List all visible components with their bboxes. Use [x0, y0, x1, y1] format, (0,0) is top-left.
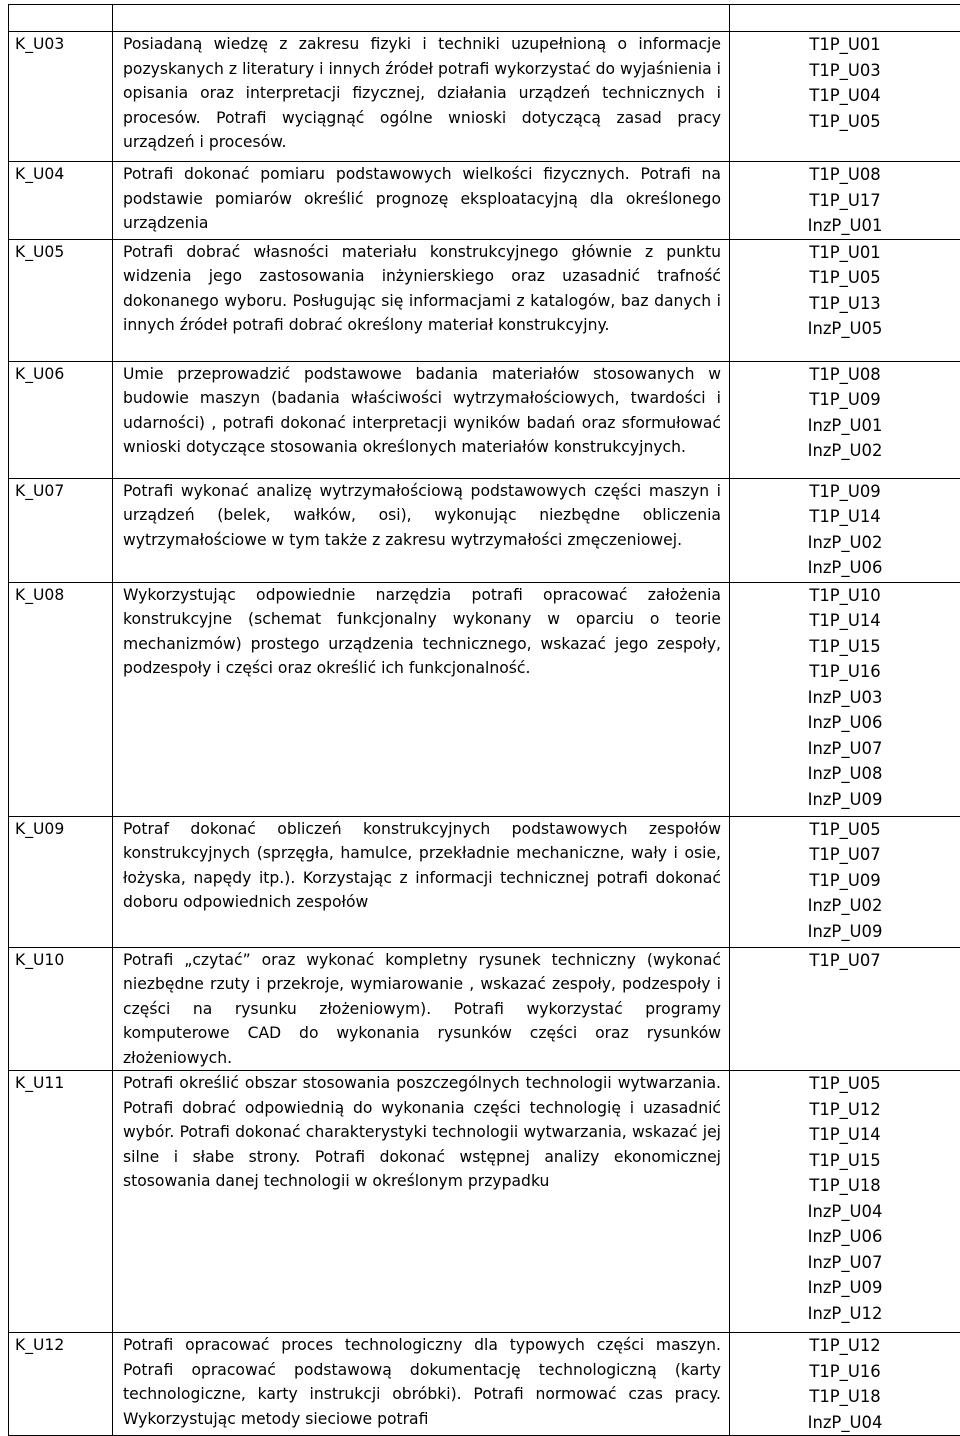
- reference-code: InzP_U09: [730, 787, 960, 813]
- outcome-code: K_U03: [9, 32, 113, 162]
- reference-code: InzP_U12: [730, 1301, 960, 1327]
- reference-code: InzP_U05: [730, 316, 960, 342]
- outcome-description: Potraf dokonać obliczeń konstrukcyjnych podstawowych zespołów konstrukcyjnych (sprzęgła, hamulce, przekładnie mechaniczne, wały i osie, łożyska, napędy itp.). Korzystając z informacji technicznej potrafi dokonać doboru odpowiednich zespołów: [113, 816, 730, 947]
- outcome-references: [730, 947, 960, 1071]
- table-row: [9, 239, 960, 361]
- reference-code: T1P_U04: [730, 83, 960, 109]
- reference-code: T1P_U09: [730, 479, 960, 505]
- reference-code: T1P_U15: [730, 1148, 960, 1174]
- reference-code: T1P_U13: [730, 291, 960, 317]
- outcome-code: K_U04: [9, 162, 113, 240]
- reference-code: T1P_U15: [730, 634, 960, 660]
- reference-code: T1P_U07: [730, 948, 960, 974]
- reference-code: InzP_U02: [730, 530, 960, 556]
- table-row: [9, 478, 960, 582]
- reference-code: T1P_U01: [730, 32, 960, 58]
- reference-code: T1P_U08: [730, 362, 960, 388]
- outcome-description: Potrafi określić obszar stosowania poszczególnych technologii wytwarzania. Potrafi dobrać odpowiednią do wykonania części technologię i uzasadnić wybór. Potrafi dokonać charakterystyki technologii wytwarzania, wskazać jej silne i słabe strony. Potrafi dokonać wstępnej analizy ekonomicznej stosowania danej technologii w określonym przypadku: [113, 1071, 730, 1333]
- header-cell-code: [9, 5, 113, 32]
- reference-code: T1P_U07: [730, 842, 960, 868]
- table-row: [9, 32, 960, 162]
- reference-code: InzP_U02: [730, 438, 960, 464]
- outcome-references: [730, 239, 960, 361]
- reference-code: InzP_U06: [730, 1224, 960, 1250]
- reference-code: InzP_U06: [730, 555, 960, 581]
- table-row: [9, 162, 960, 240]
- reference-code: T1P_U09: [730, 868, 960, 894]
- outcome-code: K_U06: [9, 361, 113, 478]
- header-cell-description: [113, 5, 730, 32]
- outcome-description: Wykorzystując odpowiednie narzędzia potrafi opracować założenia konstrukcyjne (schemat funkcjonalny wykonany w oparciu o teorie mechanizmów) prostego urządzenia technicznego, wskazać jego zespoły, podzespoły i części oraz określić ich funkcjonalność.: [113, 582, 730, 816]
- reference-code: T1P_U18: [730, 1173, 960, 1199]
- reference-code: T1P_U05: [730, 109, 960, 135]
- reference-code: T1P_U05: [730, 817, 960, 843]
- outcome-description: Potrafi dobrać własności materiału konstrukcyjnego głównie z punktu widzenia jego zastosowania inżynierskiego oraz uzasadnić trafność dokonanego wyboru. Posługując się informacjami z katalogów, baz danych i innych źródeł potrafi dobrać określony materiał konstrukcyjny.: [113, 239, 730, 361]
- reference-code: T1P_U01: [730, 240, 960, 266]
- reference-code: T1P_U14: [730, 504, 960, 530]
- reference-code: InzP_U07: [730, 1250, 960, 1276]
- reference-code: InzP_U02: [730, 893, 960, 919]
- outcome-code: K_U10: [9, 947, 113, 1071]
- table-row: [9, 1333, 960, 1436]
- reference-code: InzP_U04: [730, 1410, 960, 1436]
- reference-code: InzP_U03: [730, 685, 960, 711]
- reference-code: T1P_U18: [730, 1384, 960, 1410]
- outcome-references: [730, 162, 960, 240]
- reference-code: T1P_U16: [730, 659, 960, 685]
- outcome-references: [730, 1071, 960, 1333]
- outcome-description: Umie przeprowadzić podstawowe badania materiałów stosowanych w budowie maszyn (badania właściwości wytrzymałościowych, twardości i udarności) , potrafi dokonać interpretacji wyników badań oraz sformułować wnioski dotyczące stosowania określonych materiałów konstrukcyjnych.: [113, 361, 730, 478]
- outcome-references: [730, 1333, 960, 1436]
- learning-outcomes-table: [8, 4, 960, 1436]
- reference-code: T1P_U12: [730, 1097, 960, 1123]
- table-row: [9, 582, 960, 816]
- table-row: [9, 361, 960, 478]
- header-cell-references: [730, 5, 960, 32]
- table-header-row: [9, 5, 960, 32]
- outcome-code: K_U11: [9, 1071, 113, 1333]
- outcome-description: Potrafi wykonać analizę wytrzymałościową podstawowych części maszyn i urządzeń (belek, wałków, osi), wykonując niezbędne obliczenia wytrzymałościowe w tym także z zakresu wytrzymałości zmęczeniowej.: [113, 478, 730, 582]
- outcome-description: Potrafi opracować proces technologiczny dla typowych części maszyn. Potrafi opracować podstawową dokumentację technologiczną (karty technologiczne, karty instrukcji obróbki). Potrafi normować czas pracy. Wykorzystując metody sieciowe potrafi: [113, 1333, 730, 1436]
- outcome-references: [730, 816, 960, 947]
- reference-code: T1P_U14: [730, 1122, 960, 1148]
- outcome-references: [730, 582, 960, 816]
- reference-code: T1P_U14: [730, 608, 960, 634]
- reference-code: T1P_U12: [730, 1333, 960, 1359]
- reference-code: T1P_U09: [730, 387, 960, 413]
- reference-code: T1P_U03: [730, 58, 960, 84]
- table-row: [9, 947, 960, 1071]
- outcome-references: [730, 361, 960, 478]
- outcome-code: K_U08: [9, 582, 113, 816]
- reference-code: InzP_U04: [730, 1199, 960, 1225]
- reference-code: T1P_U17: [730, 188, 960, 214]
- table-row: [9, 1071, 960, 1333]
- reference-code: T1P_U05: [730, 1071, 960, 1097]
- outcome-references: [730, 478, 960, 582]
- outcome-references: [730, 32, 960, 162]
- reference-code: T1P_U05: [730, 265, 960, 291]
- reference-code: T1P_U08: [730, 162, 960, 188]
- reference-code: InzP_U09: [730, 919, 960, 945]
- table-row: [9, 816, 960, 947]
- reference-code: InzP_U01: [730, 413, 960, 439]
- outcome-code: K_U05: [9, 239, 113, 361]
- outcome-description: Posiadaną wiedzę z zakresu fizyki i techniki uzupełnioną o informacje pozyskanych z literatury i innych źródeł potrafi wykorzystać do wyjaśnienia i opisania oraz interpretacji fizycznej, działania urządzeń technicznych i procesów. Potrafi wyciągnąć ogólne wnioski dotyczącą zasad pracy urządzeń i procesów.: [113, 32, 730, 162]
- outcome-code: K_U09: [9, 816, 113, 947]
- reference-code: InzP_U01: [730, 213, 960, 239]
- outcome-code: K_U07: [9, 478, 113, 582]
- outcome-description: Potrafi „czytać” oraz wykonać kompletny rysunek techniczny (wykonać niezbędne rzuty i przekroje, wymiarowanie , wskazać zespoły, podzespoły i części na rysunku złożeniowym). Potrafi wykorzystać programy komputerowe CAD do wykonania rysunków części oraz rysunków złożeniowych.: [113, 947, 730, 1071]
- reference-code: T1P_U16: [730, 1359, 960, 1385]
- reference-code: InzP_U06: [730, 710, 960, 736]
- reference-code: T1P_U10: [730, 583, 960, 609]
- reference-code: InzP_U07: [730, 736, 960, 762]
- reference-code: InzP_U09: [730, 1275, 960, 1301]
- outcome-description: Potrafi dokonać pomiaru podstawowych wielkości fizycznych. Potrafi na podstawie pomiarów określić prognozę eksploatacyjną dla określonego urządzenia: [113, 162, 730, 240]
- outcome-code: K_U12: [9, 1333, 113, 1436]
- reference-code: InzP_U08: [730, 761, 960, 787]
